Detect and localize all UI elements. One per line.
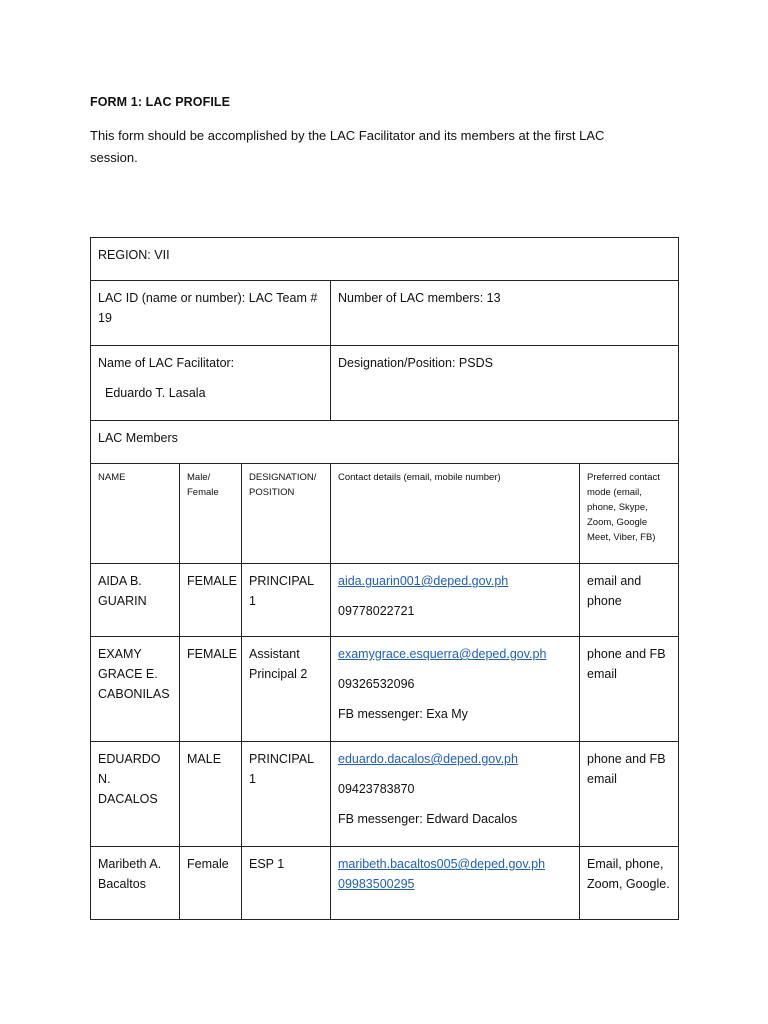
member-phone-link[interactable]: 09983500295: [338, 877, 415, 891]
lac-profile-table: [90, 237, 679, 920]
region-row: [91, 238, 679, 281]
table-row: [91, 847, 679, 920]
facilitator-row: [91, 346, 679, 421]
member-email-link[interactable]: examygrace.esquerra@deped.gov.ph: [338, 647, 547, 661]
members-count-cell: Number of LAC members: 13: [331, 281, 679, 346]
facilitator-name: Eduardo T. Lasala: [105, 386, 206, 400]
member-contact: [331, 564, 580, 637]
col-header-sex: Male/ Female: [180, 464, 242, 564]
table-row: [91, 637, 679, 742]
member-designation: PRINCIPAL 1: [242, 564, 331, 637]
member-fb: FB messenger: Edward Dacalos: [338, 812, 518, 826]
member-email-link[interactable]: maribeth.bacaltos005@deped.gov.ph: [338, 857, 546, 871]
col-header-name: NAME: [91, 464, 180, 564]
members-heading-row: [91, 421, 679, 464]
member-sex: Female: [180, 847, 242, 920]
member-email-link[interactable]: eduardo.dacalos@deped.gov.ph: [338, 752, 518, 766]
member-phone: 09326532096: [338, 677, 415, 691]
member-designation: PRINCIPAL 1: [242, 742, 331, 847]
member-name: AIDA B. GUARIN: [91, 564, 180, 637]
member-designation: Assistant Principal 2: [242, 637, 331, 742]
table-row: [91, 742, 679, 847]
col-header-preferred: Preferred contact mode (email, phone, Skype, Zoom, Google Meet, Viber, FB): [580, 464, 679, 564]
table-row: [91, 564, 679, 637]
form-intro: This form should be accomplished by the LAC Facilitator and its members at the first LAC session.: [90, 128, 605, 165]
members-header-row: [91, 464, 679, 564]
member-name: EDUARDO N. DACALOS: [91, 742, 180, 847]
member-email-link[interactable]: aida.guarin001@deped.gov.ph: [338, 574, 509, 588]
member-preferred: Email, phone, Zoom, Google.: [580, 847, 679, 920]
member-preferred: phone and FB email: [580, 742, 679, 847]
member-preferred: email and phone: [580, 564, 679, 637]
col-header-designation: DESIGNATION/ POSITION: [242, 464, 331, 564]
member-sex: FEMALE: [180, 637, 242, 742]
member-contact: [331, 742, 580, 847]
member-preferred: phone and FB email: [580, 637, 679, 742]
lac-id-cell: LAC ID (name or number): LAC Team # 19: [91, 281, 331, 346]
facilitator-cell: [91, 346, 331, 421]
member-name: Maribeth A. Bacaltos: [91, 847, 180, 920]
member-phone: 09778022721: [338, 604, 415, 618]
member-sex: MALE: [180, 742, 242, 847]
member-fb: FB messenger: Exa My: [338, 707, 468, 721]
col-header-contact: Contact details (email, mobile number): [331, 464, 580, 564]
member-name: EXAMY GRACE E. CABONILAS: [91, 637, 180, 742]
member-phone: 09423783870: [338, 782, 415, 796]
members-heading: LAC Members: [91, 421, 679, 464]
member-contact: [331, 637, 580, 742]
lac-id-row: [91, 281, 679, 346]
form-title: FORM 1: LAC PROFILE: [90, 95, 231, 109]
facilitator-label: Name of LAC Facilitator:: [98, 356, 235, 370]
designation-cell: Designation/Position: PSDS: [331, 346, 679, 421]
member-contact: [331, 847, 580, 920]
member-sex: FEMALE: [180, 564, 242, 637]
member-designation: ESP 1: [242, 847, 331, 920]
region-cell: REGION: VII: [91, 238, 679, 281]
